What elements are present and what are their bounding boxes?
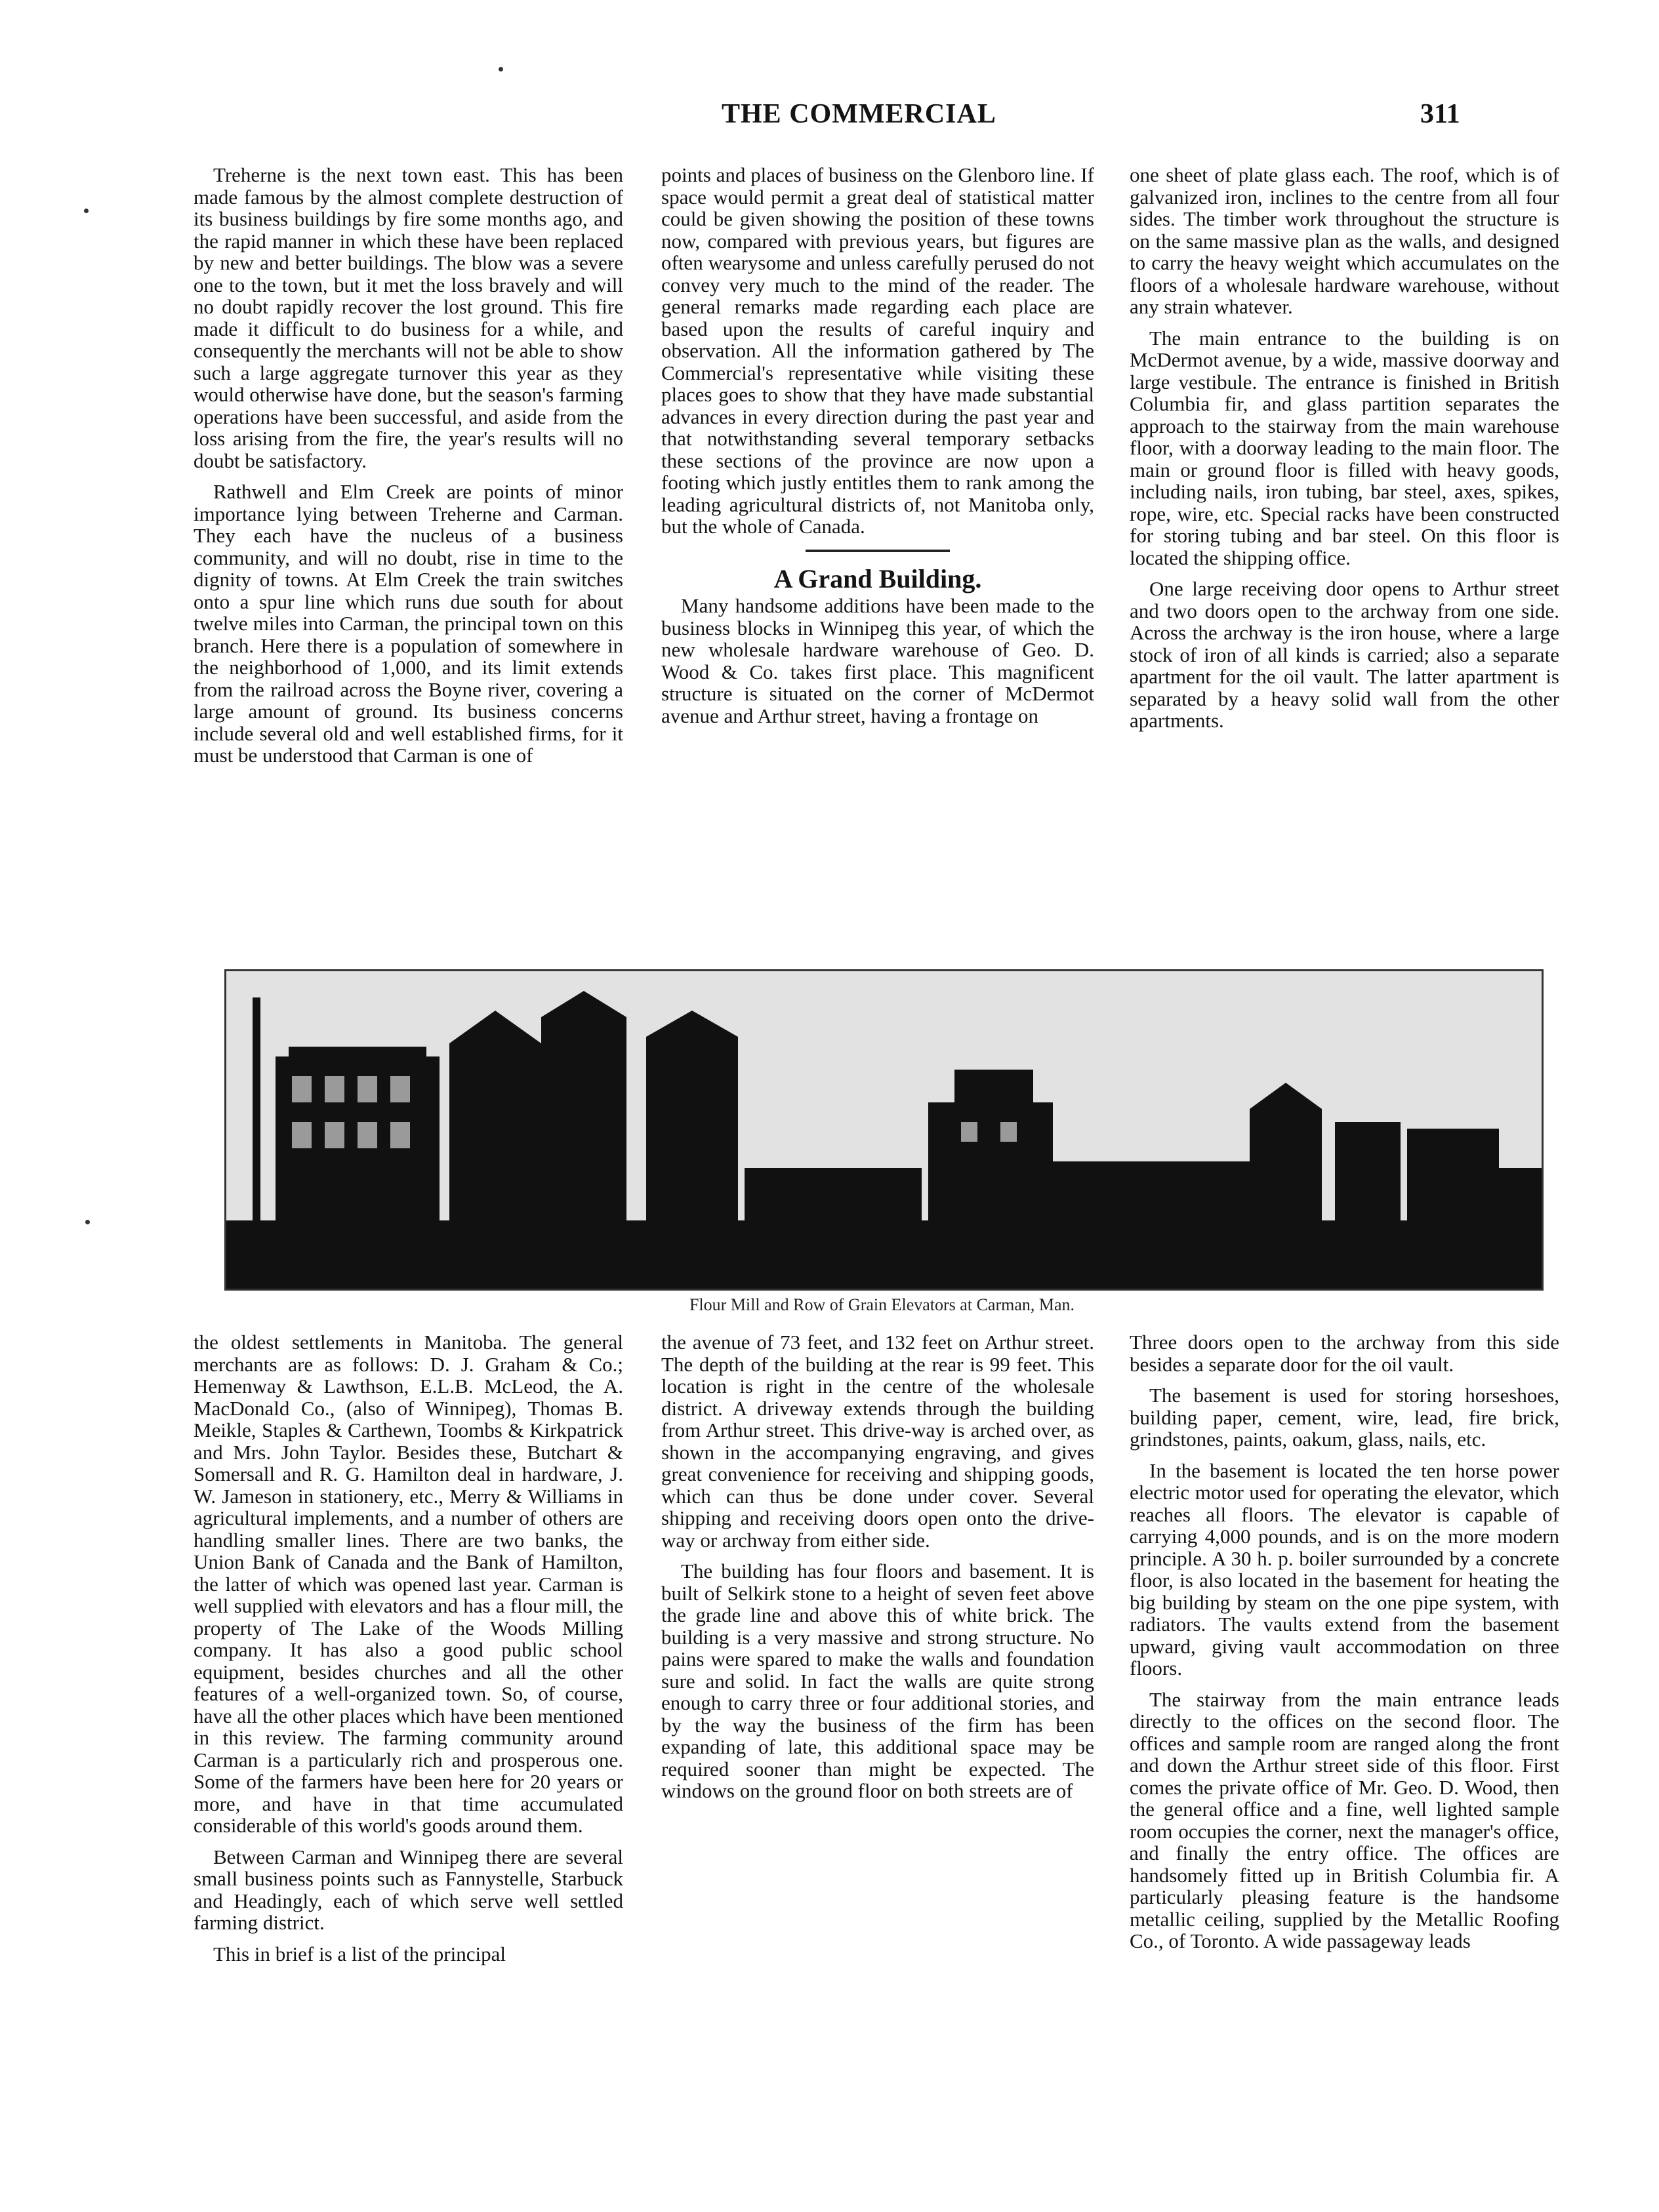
paragraph: one sheet of plate glass each. The roof, which is of galvanized iron, inclines to the centre from all four sides. The timber work throughout the structure is on the same massive plan as the walls, and designed to carry the heavy weight which accumulates on the floors of a wholesale hardware warehouse, without any strain whatever. (1130, 163, 1559, 318)
article-heading: A Grand Building. (773, 563, 982, 593)
photo-caption: Flour Mill and Row of Grain Elevators at Carman, Man. (689, 1295, 1075, 1314)
paragraph: The basement is used for storing horseshoes, building paper, cement, wire, lead, fire brick, grindstones, paints, oakum, glass, nails, etc. (1130, 1384, 1559, 1451)
halftone-photograph (224, 969, 1544, 1291)
paragraph: the oldest settlements in Manitoba. The general merchants are as follows: D. J. Graham & Co.; Hemenway & Lawthson, E.L.B. McLeod, the A. MacDonald Co., (also of Winnipeg), Thomas B. Meikle, Staples & Carthewn, Toombs & Kirkpatrick and Mrs. John Taylor. Besides these, Butchart & Somersall and R. G. Hamilton deal in hardware, J. W. Jameson in stationery, etc., Merry & Williams in agricultural implements, and a number of others are handling smaller lines. There are two banks, the Union Bank of Canada and the Bank of Hamilton, the latter of which was opened last year. Carman is well supplied with elevators and has a flour mill, the property of The Lake of the Woods Milling company. It has also a good public school equipment, besides churches and all the other features of a well-organized town. So, of course, have all the other places which have been mentioned in this review. The farming community around Carman is a particularly rich and prosperous one. Some of the farmers have been here for 20 years or more, and have in that time accumulated considerable of this world's goods around them. (194, 1331, 623, 1837)
section-divider (806, 550, 950, 552)
page-number: 311 (1420, 99, 1460, 129)
grain-elevators-illustration (226, 971, 1542, 1289)
paragraph: Three doors open to the archway from this side besides a separate door for the oil vault. (1130, 1331, 1559, 1376)
paragraph: The main entrance to the building is on McDermot avenue, by a wide, massive doorway and large vestibule. The entrance is finished in British Columbia fir, and glass partition separates the approach to the stairway from the main warehouse floor, with a doorway leading to the main floor. The main or ground floor is filled with heavy goods, including nails, iron tubing, bar steel, axes, spikes, rope, wire, etc. Special racks have been constructed for storing tubing and bar steel. On this floor is located the shipping office. (1130, 326, 1559, 569)
top-column-1 (194, 164, 623, 776)
bottom-column-2 (661, 1331, 1094, 1811)
paragraph: points and places of business on the Glenboro line. If space would permit a great deal of statistical matter could be given showing the position of these towns now, compared with previous years, but figures are often wearysome and unless carefully perused do not convey very much to the mind of the reader. The general remarks made regarding each place are based upon the results of careful inquiry and observation. All the information gathered by The Commercial's representative while visiting these places goes to show that they have made substantial advances in every direction during the past year and that notwithstanding several temporary setbacks these sections of the province are now upon a footing which justly entitles them to rank among the leading agricultural districts of, not Manitoba only, but the whole of Canada. (661, 163, 1094, 538)
print-speck (84, 209, 89, 213)
paragraph: One large receiving door opens to Arthur street and two doors open to the archway from one side. Across the archway is the iron house, where a large stock of iron of all kinds is carried; also a separate apartment for the oil vault. The latter apartment is separated by a heavy solid wall from the other apartments. (1130, 577, 1559, 732)
paragraph: This in brief is a list of the principal (213, 1942, 506, 1965)
paragraph: Rathwell and Elm Creek are points of minor importance lying between Treherne and Carman. They each have the nucleus of a business community, and will no doubt, rise in time to the dignity of towns. At Elm Creek the train switches onto a spur line which runs due south for about twelve miles into Carman, the principal town on this branch. Here there is a population of somewhere in the neighborhood of 1,000, and its limit extends from the railroad across the Boyne river, covering a large amount of ground. Its business concerns include several old and well established firms, for it must be understood that Carman is one of (194, 480, 623, 767)
paragraph: The building has four floors and basement. It is built of Selkirk stone to a height of seven feet above the grade line and above this of white brick. The building is a very massive and strong structure. No pains were spared to make the walls and foundation sure and solid. In fact the walls are quite strong enough to carry three or four additional stories, and by the way the business of the firm has been expanding of late, this additional space may be required sooner than might be expected. The windows on the ground floor on both streets are of (661, 1559, 1094, 1802)
paragraph: the avenue of 73 feet, and 132 feet on Arthur street. The depth of the building at the rear is 99 feet. This location is right in the centre of the wholesale district. A driveway extends through the building from Arthur street. This drive-way is arched over, as shown in the accompanying engraving, and gives great convenience for receiving and shipping goods, which can thus be done under cover. Several shipping and receiving doors open onto the drive-way or archway from either side. (661, 1331, 1094, 1552)
paragraph: In the basement is located the ten horse power electric motor used for operating the elevator, which reaches all floors. The elevator is capable of carrying 4,000 pounds, and is on the more modern principle. A 30 h. p. boiler surrounded by a concrete floor, is also located in the basement for heating the big building by steam on the one pipe system, with radiators. The vaults extend from the basement upward, giving vault accommodation on three floors. (1130, 1458, 1559, 1679)
top-column-2 (661, 164, 1094, 736)
bottom-column-3 (1130, 1331, 1559, 1961)
paragraph: Between Carman and Winnipeg there are several small business points such as Fannystelle, Starbuck and Headingly, each of which serve well settled farming district. (194, 1845, 623, 1934)
publication-title: THE COMMERCIAL (722, 99, 996, 129)
paragraph: Treherne is the next town east. This has been made famous by the almost complete destruction of its business buildings by fire some months ago, and the rapid manner in which these have been replaced by new and better buildings. The blow was a severe one to the town, but it met the loss bravely and will no doubt rapidly recover the lost ground. This fire made it difficult to do business for a while, and consequently the merchants will not be able to show such a large aggregate turnover this year as they would otherwise have done, but the season's farming operations have been successful, and aside from the loss arising from the fire, the year's results will no doubt be satisfactory. (194, 163, 623, 472)
paragraph: Many handsome additions have been made to the business blocks in Winnipeg this year, of which the new wholesale hardware warehouse of Geo. D. Wood & Co. takes first place. This magnificent structure is situated on the corner of McDermot avenue and Arthur street, having a frontage on (661, 594, 1094, 727)
bottom-column-1 (194, 1331, 623, 1974)
paragraph: The stairway from the main entrance leads directly to the offices on the second floor. The offices and sample room are ranged along the front and down the Arthur street side of this floor. First comes the private office of Mr. Geo. D. Wood, then the general office and a fine, well lighted sample room occupies the corner, next the manager's office, and finally the entry office. The offices are handsomely fitted up in British Columbia fir. A particularly pleasing feature is the handsome metallic ceiling, supplied by the Metallic Roofing Co., of Toronto. A wide passageway leads (1130, 1687, 1559, 1952)
print-speck (499, 67, 503, 71)
page-header (0, 98, 1659, 157)
print-speck (85, 1220, 90, 1224)
top-column-3 (1130, 164, 1559, 741)
